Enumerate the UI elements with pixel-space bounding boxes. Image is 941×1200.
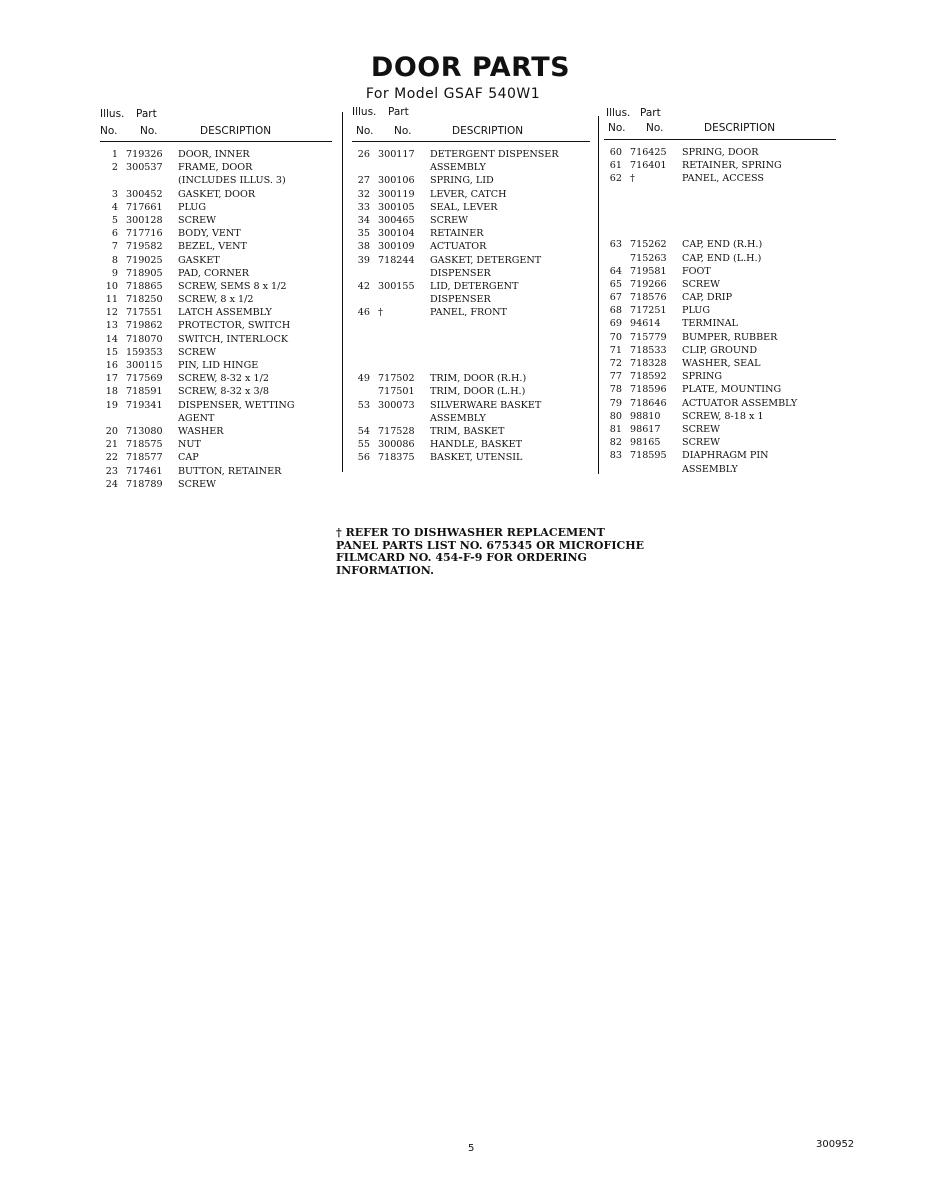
part-number: 94614	[630, 318, 661, 330]
part-number: 716401	[630, 160, 667, 172]
illus-number: 4	[111, 201, 118, 213]
part-number: 718577	[126, 452, 163, 464]
illus-number: 72	[609, 358, 622, 369]
illus-number: 42	[357, 280, 370, 292]
part-description: LID, DETERGENT	[430, 280, 519, 292]
illus-number: 53	[357, 399, 370, 411]
illus-number: 34	[357, 214, 370, 226]
illus-number: 12	[105, 307, 118, 319]
part-number: 98810	[630, 410, 661, 422]
part-number: 717716	[126, 228, 163, 240]
part-number: 159353	[126, 346, 163, 358]
part-description: PANEL, FRONT	[430, 307, 507, 319]
part-number: 719326	[126, 149, 163, 160]
part-description: PROTECTOR, SWITCH	[178, 320, 291, 332]
part-description: LEVER, CATCH	[430, 188, 507, 200]
part-description: PAD, CORNER	[178, 267, 250, 279]
part-description: SCREW	[178, 214, 217, 226]
part-description: ASSEMBLY	[682, 463, 738, 475]
parts-column-2	[352, 106, 592, 464]
part-number: 718646	[630, 397, 667, 409]
illus-number: 65	[609, 278, 622, 290]
model-subtitle: For Model GSAF 540W1	[365, 86, 541, 102]
part-number: 300086	[378, 439, 415, 451]
part-description: LATCH ASSEMBLY	[178, 307, 272, 319]
illus-number: 14	[105, 333, 118, 345]
part-number: 717528	[378, 425, 415, 437]
illus-number: 55	[357, 439, 370, 451]
part-description: SPRING	[682, 371, 723, 383]
illus-no-label: No.	[100, 125, 118, 137]
document-number: 300952	[816, 1139, 855, 1150]
part-description: GASKET, DETERGENT	[430, 254, 542, 266]
illus-number: 6	[111, 228, 118, 240]
part-description: CLIP, GROUND	[682, 344, 758, 356]
part-number: 300452	[126, 188, 163, 200]
part-number: 713080	[126, 425, 163, 437]
parts-column-3	[604, 104, 840, 475]
part-description: SILVERWARE BASKET	[430, 399, 542, 411]
part-description: SPRING, DOOR	[682, 147, 759, 158]
illus-number: 3	[111, 188, 118, 200]
part-number: 719862	[126, 320, 163, 332]
part-number: 719581	[630, 265, 667, 277]
illus-number: 64	[609, 265, 622, 277]
part-description: TERMINAL	[682, 318, 738, 330]
part-number: 717661	[126, 201, 163, 213]
part-description: DISPENSER	[430, 267, 491, 279]
part-description: SCREW	[682, 423, 721, 435]
part-description: BEZEL, VENT	[178, 241, 247, 253]
part-number: 717569	[126, 373, 163, 385]
illus-number: 8	[111, 254, 118, 266]
part-description: RETAINER	[430, 228, 484, 240]
illus-number: 19	[105, 399, 118, 411]
column-header	[100, 108, 336, 140]
part-description: SCREW, SEMS 8 x 1/2	[178, 280, 287, 292]
illus-number: 63	[609, 239, 622, 251]
part-description: GASKET, DOOR	[178, 188, 256, 200]
part-description: TRIM, DOOR (L.H.)	[430, 386, 526, 398]
part-label: Part	[388, 106, 409, 118]
part-number: 719582	[126, 241, 163, 253]
illus-number: 71	[609, 344, 622, 356]
part-number: 718596	[630, 384, 667, 396]
part-number: 719266	[630, 278, 667, 290]
part-number: 718591	[126, 386, 163, 398]
part-description: DISPENSER	[430, 294, 491, 306]
illus-number: 9	[111, 267, 118, 279]
part-description: ACTUATOR ASSEMBLY	[682, 397, 798, 409]
part-description: PLUG	[178, 201, 207, 213]
part-description: CAP	[178, 452, 199, 464]
part-description: DISPENSER, WETTING	[178, 399, 295, 411]
part-description: FOOT	[682, 265, 711, 277]
part-description: SPRING, LID	[430, 175, 494, 187]
part-description: RETAINER, SPRING	[682, 160, 782, 172]
illus-number: 68	[609, 305, 622, 317]
illus-number: 23	[105, 465, 118, 477]
part-description: ASSEMBLY	[430, 412, 486, 424]
part-number: 300128	[126, 214, 163, 226]
part-label: Part	[640, 107, 661, 119]
illus-number: 5	[111, 214, 118, 226]
illus-number: 16	[105, 360, 118, 371]
part-number: †	[630, 173, 635, 185]
part-description: ASSEMBLY	[430, 162, 486, 174]
illus-number: 13	[105, 320, 118, 332]
illus-number: 56	[357, 452, 370, 464]
illus-number: 82	[609, 437, 622, 449]
illus-number: 77	[609, 371, 622, 383]
part-number: 716425	[630, 147, 667, 158]
part-description: SCREW, 8-32 x 1/2	[178, 373, 269, 385]
parts-column-1	[100, 108, 336, 490]
description-label: DESCRIPTION	[452, 125, 524, 137]
column-header	[604, 104, 840, 136]
illus-number: 78	[609, 384, 622, 396]
part-description: SCREW	[178, 478, 217, 490]
column-header	[352, 108, 592, 140]
part-number: 718575	[126, 439, 163, 451]
part-description: SCREW	[430, 214, 469, 226]
part-number: 300119	[378, 188, 415, 200]
part-description: SCREW, 8-32 x 3/8	[178, 386, 269, 398]
description-label: DESCRIPTION	[200, 125, 272, 137]
part-description: ACTUATOR	[430, 241, 487, 253]
illus-number: 7	[111, 241, 118, 253]
part-number: 718244	[378, 254, 415, 266]
part-number: 718375	[378, 452, 415, 464]
part-description: (INCLUDES ILLUS. 3)	[178, 175, 286, 187]
part-number: 98165	[630, 437, 661, 449]
illus-number: 18	[105, 386, 118, 398]
part-description: BASKET, UTENSIL	[430, 452, 523, 464]
part-description: PANEL, ACCESS	[682, 173, 764, 185]
illus-number: 22	[105, 452, 118, 464]
header-rule	[352, 141, 590, 142]
part-number: 719341	[126, 399, 163, 411]
part-description: SCREW	[682, 278, 721, 290]
part-number: 717502	[378, 373, 415, 385]
illus-number: 62	[609, 173, 622, 185]
part-description: CAP, END (R.H.)	[682, 239, 763, 251]
illus-number: 83	[609, 450, 622, 462]
part-number: 300465	[378, 214, 415, 226]
part-number: 718070	[126, 333, 163, 345]
part-no-label: No.	[646, 122, 664, 134]
part-number: 718905	[126, 267, 163, 279]
part-description: BODY, VENT	[178, 228, 241, 240]
illus-number: 61	[609, 160, 622, 172]
page-title: DOOR PARTS	[370, 52, 571, 83]
part-description: HANDLE, BASKET	[430, 439, 522, 451]
illus-label: Illus.	[606, 107, 631, 119]
part-description: PLUG	[682, 305, 711, 317]
part-number: 717551	[126, 307, 163, 319]
illus-number: 26	[357, 149, 370, 160]
part-number: 718533	[630, 344, 667, 356]
illus-number: 2	[111, 162, 118, 174]
part-number: 718576	[630, 292, 667, 304]
part-number: 718592	[630, 371, 667, 383]
illus-number: 38	[357, 241, 370, 253]
part-number: 300106	[378, 175, 415, 187]
part-description: WASHER	[178, 425, 224, 437]
part-description: TRIM, DOOR (R.H.)	[430, 373, 527, 385]
part-number: 715779	[630, 331, 667, 343]
part-number: 718328	[630, 358, 667, 369]
part-description: FRAME, DOOR	[178, 162, 253, 174]
part-description: BUTTON, RETAINER	[178, 465, 282, 477]
part-number: 719025	[126, 254, 163, 266]
illus-label: Illus.	[100, 108, 125, 120]
illus-no-label: No.	[356, 125, 374, 137]
part-number: 300537	[126, 162, 163, 174]
part-number: 718595	[630, 450, 667, 462]
header-rule	[604, 139, 836, 140]
illus-number: 33	[357, 201, 370, 213]
part-description: SWITCH, INTERLOCK	[178, 333, 288, 345]
illus-number: 1	[111, 149, 118, 160]
illus-number: 10	[105, 280, 118, 292]
part-description: SEAL, LEVER	[430, 201, 498, 213]
illus-number: 32	[357, 188, 370, 200]
illus-number: 35	[357, 228, 370, 240]
part-number: 717501	[378, 386, 415, 398]
part-description: GASKET	[178, 254, 220, 266]
illus-number: 60	[609, 147, 622, 158]
illus-number: 20	[105, 425, 118, 437]
part-number: 715263	[630, 252, 667, 264]
part-number: 300115	[126, 360, 163, 371]
illus-number: 15	[105, 346, 118, 358]
part-description: SCREW, 8-18 x 1	[682, 410, 764, 422]
part-no-label: No.	[140, 125, 158, 137]
column-divider-2	[598, 116, 599, 474]
part-description: BUMPER, RUBBER	[682, 331, 778, 343]
part-description: DETERGENT DISPENSER	[430, 149, 559, 160]
header-rule	[100, 141, 332, 142]
illus-number: 70	[609, 331, 622, 343]
illus-number: 27	[357, 175, 370, 187]
part-number: 717251	[630, 305, 667, 317]
part-number: 717461	[126, 465, 163, 477]
part-number: 98617	[630, 423, 661, 435]
part-description: WASHER, SEAL	[682, 358, 761, 369]
part-description: NUT	[178, 439, 201, 451]
part-number: 718250	[126, 294, 163, 306]
part-description: SCREW	[682, 437, 721, 449]
part-number: 715262	[630, 239, 667, 251]
part-number: 300105	[378, 201, 415, 213]
illus-number: 17	[105, 373, 118, 385]
part-number: 718789	[126, 478, 163, 490]
part-number: †	[378, 307, 383, 319]
part-number: 300073	[378, 399, 415, 411]
ordering-note: † REFER TO DISHWASHER REPLACEMENT PANEL PARTS LIST NO. 675345 OR MICROFICHE FILMCARD NO. 454-F-9 FOR ORDERING INFORMATION.	[336, 526, 645, 577]
part-number: 718865	[126, 280, 163, 292]
part-number: 300117	[378, 149, 415, 160]
part-label: Part	[136, 108, 157, 120]
part-description: DIAPHRAGM PIN	[682, 450, 769, 462]
illus-number: 49	[357, 373, 370, 385]
illus-no-label: No.	[608, 122, 626, 134]
part-description: DOOR, INNER	[178, 149, 250, 160]
page-number: 5	[468, 1143, 475, 1154]
illus-number: 67	[609, 292, 622, 304]
illus-number: 24	[105, 478, 118, 490]
illus-number: 80	[609, 410, 622, 422]
illus-number: 21	[105, 439, 118, 451]
illus-number: 69	[609, 318, 622, 330]
illus-number: 81	[609, 423, 622, 435]
illus-number: 79	[609, 397, 622, 409]
illus-number: 39	[357, 254, 370, 266]
part-description: PLATE, MOUNTING	[682, 384, 782, 396]
illus-number: 54	[357, 425, 370, 437]
part-description: TRIM, BASKET	[430, 425, 505, 437]
part-no-label: No.	[394, 125, 412, 137]
illus-label: Illus.	[352, 106, 377, 118]
column-divider-1	[342, 112, 343, 472]
illus-number: 11	[105, 294, 118, 306]
part-number: 300104	[378, 228, 415, 240]
part-number: 300109	[378, 241, 415, 253]
part-number: 300155	[378, 280, 415, 292]
part-description: SCREW, 8 x 1/2	[178, 294, 254, 306]
part-description: PIN, LID HINGE	[178, 360, 259, 371]
illus-number: 46	[357, 307, 370, 319]
part-description: CAP, END (L.H.)	[682, 252, 762, 264]
part-description: AGENT	[178, 412, 215, 424]
part-description: CAP, DRIP	[682, 292, 733, 304]
description-label: DESCRIPTION	[704, 122, 776, 134]
part-description: SCREW	[178, 346, 217, 358]
